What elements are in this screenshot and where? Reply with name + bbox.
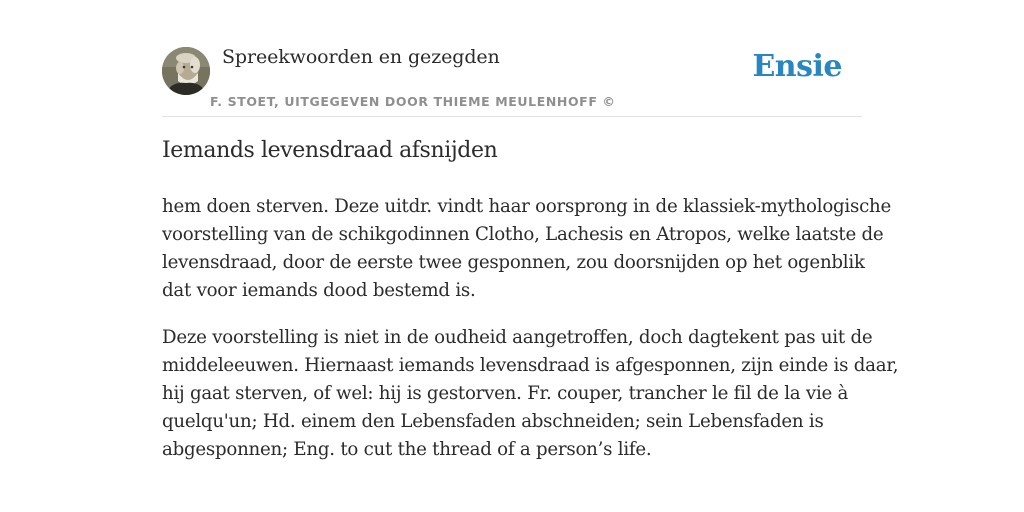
source-title[interactable]: Spreekwoorden en gezegden — [222, 46, 500, 68]
paragraph-line: quelqu'un; Hd. einem den Lebensfaden abschneiden; sein Lebensfaden is — [162, 411, 824, 432]
paragraph-line: levensdraad, door de eerste twee gesponnen, zou doorsnijden op het ogenblik — [162, 252, 865, 273]
paragraph — [162, 193, 891, 305]
author-portrait-icon[interactable] — [162, 47, 210, 95]
paragraph-line: middeleeuwen. Hiernaast iemands levensdraad is afgesponnen, zijn einde is daar, — [162, 355, 899, 376]
paragraph-line: Deze voorstelling is niet in de oudheid aangetroffen, doch dagtekent pas uit de — [162, 327, 873, 348]
paragraph-line: dat voor iemands dood bestemd is. — [162, 280, 476, 301]
source-header — [162, 44, 862, 117]
source-credit: F. STOET, UITGEGEVEN DOOR THIEME MEULENHOFF © — [210, 94, 616, 109]
paragraph-line: abgesponnen; Eng. to cut the thread of a person’s life. — [162, 439, 652, 460]
entry-body — [162, 193, 899, 483]
portrait-image — [162, 47, 210, 95]
paragraph-line: hem doen sterven. Deze uitdr. vindt haar oorsprong in de klassiek-mythologische — [162, 196, 891, 217]
paragraph-line: voorstelling van de schikgodinnen Clotho, Lachesis en Atropos, welke laatste de — [162, 224, 884, 245]
brand-logo[interactable]: Ensie — [752, 49, 842, 84]
paragraph — [162, 324, 899, 464]
entry-title: Iemands levensdraad afsnijden — [162, 138, 498, 163]
paragraph-line: hij gaat sterven, of wel: hij is gestorven. Fr. couper, trancher le fil de la vie à — [162, 383, 849, 404]
